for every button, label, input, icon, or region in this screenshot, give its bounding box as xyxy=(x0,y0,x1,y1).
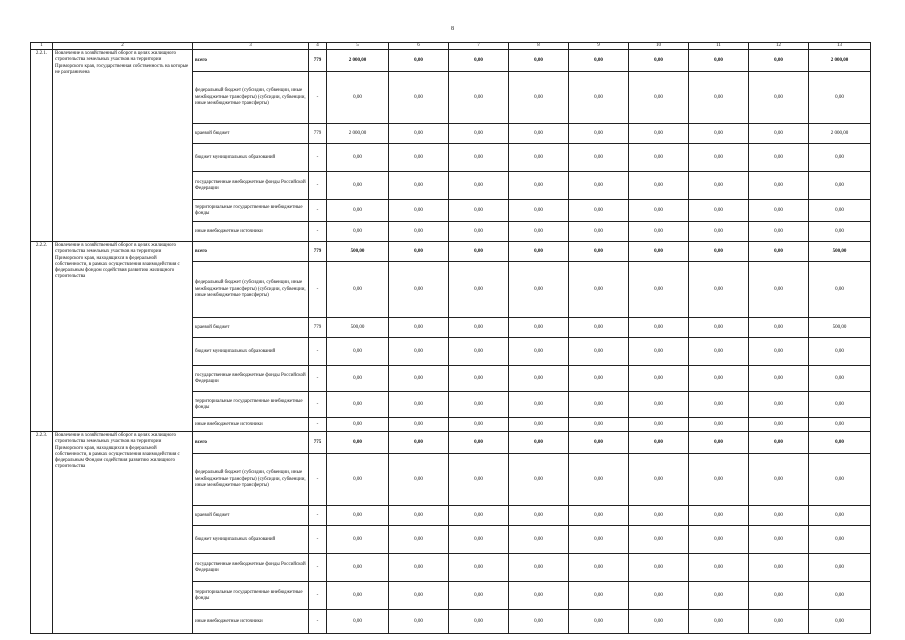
amount-cell: 0,00 xyxy=(689,200,749,222)
amount-cell: 0,00 xyxy=(389,610,449,634)
budget-code: - xyxy=(309,506,327,526)
amount-cell: 0,00 xyxy=(689,262,749,318)
amount-cell: 0,00 xyxy=(569,338,629,366)
header-cell: 1 xyxy=(31,43,53,50)
amount-cell: 0,00 xyxy=(809,338,871,366)
amount-cell: 0,00 xyxy=(389,124,449,144)
funding-source: территориальные государственные внебюджетные фонды xyxy=(193,582,309,610)
funding-source: территориальные государственные внебюджетные фонды xyxy=(193,392,309,418)
amount-cell: 0,00 xyxy=(809,418,871,432)
amount-cell: 0,00 xyxy=(509,222,569,242)
amount-cell: 0,00 xyxy=(629,222,689,242)
amount-cell: 0,00 xyxy=(389,144,449,172)
amount-cell: 0,00 xyxy=(809,366,871,392)
amount-cell: 0,00 xyxy=(749,554,809,582)
amount-cell: 0,00 xyxy=(809,144,871,172)
amount-cell: 0,00 xyxy=(389,506,449,526)
amount-cell: 0,00 xyxy=(509,50,569,72)
amount-cell: 0,00 xyxy=(569,50,629,72)
header-cell: 3 xyxy=(193,43,309,50)
budget-code: - xyxy=(309,338,327,366)
amount-cell: 0,00 xyxy=(449,454,509,506)
amount-cell: 0,00 xyxy=(509,454,569,506)
amount-cell: 0,00 xyxy=(749,262,809,318)
funding-source: всего xyxy=(193,242,309,262)
amount-cell: 0,00 xyxy=(569,144,629,172)
amount-cell: 0,00 xyxy=(569,318,629,338)
amount-cell: 0,00 xyxy=(689,50,749,72)
amount-cell: 0,00 xyxy=(749,318,809,338)
amount-cell: 0,00 xyxy=(809,172,871,200)
amount-cell: 0,00 xyxy=(389,526,449,554)
amount-cell: 0,00 xyxy=(629,338,689,366)
budget-code: 779 xyxy=(309,124,327,144)
funding-source: иные внебюджетные источники xyxy=(193,610,309,634)
funding-source: бюджет муниципальных образований xyxy=(193,338,309,366)
amount-cell: 0,00 xyxy=(449,200,509,222)
amount-cell: 0,00 xyxy=(689,526,749,554)
amount-cell: 0,00 xyxy=(809,526,871,554)
item-number: 2.2.1. xyxy=(31,50,53,242)
amount-cell: 0,00 xyxy=(449,610,509,634)
amount-cell: 0,00 xyxy=(389,200,449,222)
amount-cell: 0,00 xyxy=(749,242,809,262)
table-body xyxy=(31,50,871,634)
funding-source: краевой бюджет xyxy=(193,506,309,526)
item-name: Вовлечение в хозяйственный оборот в целях жилищного строительства земельных участков на территории Приморского края, находящихся в федеральной собственности, в рамках осуществления взаимодействия с федеральным фондом содействия развитию жилищного строительства xyxy=(53,242,193,432)
amount-cell: 0,00 xyxy=(689,338,749,366)
item-name: Вовлечение в хозяйственный оборот в целях жилищного строительства земельных участков на территории Приморского края, находящихся в федеральной собственности, в рамках осуществления взаимодействия с федеральным Фондом содействия развитию жилищного строительства xyxy=(53,432,193,634)
amount-cell: 0,00 xyxy=(689,610,749,634)
amount-cell: 0,00 xyxy=(569,392,629,418)
funding-source: государственные внебюджетные фонды Российской Федерации xyxy=(193,554,309,582)
budget-code: - xyxy=(309,392,327,418)
amount-cell: 0,00 xyxy=(449,506,509,526)
amount-cell: 0,00 xyxy=(327,526,389,554)
header-cell: 10 xyxy=(629,43,689,50)
amount-cell: 0,00 xyxy=(327,418,389,432)
budget-code: - xyxy=(309,144,327,172)
amount-cell: 0,00 xyxy=(327,432,389,454)
amount-cell: 0,00 xyxy=(509,144,569,172)
page-number: 8 xyxy=(451,26,454,32)
amount-cell: 0,00 xyxy=(629,582,689,610)
budget-code: - xyxy=(309,72,327,124)
amount-cell: 0,00 xyxy=(749,50,809,72)
amount-cell: 0,00 xyxy=(809,392,871,418)
amount-cell: 0,00 xyxy=(389,262,449,318)
amount-cell: 0,00 xyxy=(689,418,749,432)
amount-cell: 0,00 xyxy=(449,124,509,144)
budget-code: - xyxy=(309,554,327,582)
funding-source: бюджет муниципальных образований xyxy=(193,526,309,554)
amount-cell: 0,00 xyxy=(749,338,809,366)
amount-cell: 0,00 xyxy=(749,610,809,634)
funding-source: иные внебюджетные источники xyxy=(193,418,309,432)
amount-cell: 0,00 xyxy=(509,432,569,454)
funding-source: всего xyxy=(193,432,309,454)
amount-cell: 0,00 xyxy=(389,418,449,432)
header-cell: 9 xyxy=(569,43,629,50)
amount-cell: 500,00 xyxy=(809,318,871,338)
amount-cell: 0,00 xyxy=(749,582,809,610)
budget-code: 779 xyxy=(309,318,327,338)
amount-cell: 0,00 xyxy=(629,318,689,338)
amount-cell: 0,00 xyxy=(569,200,629,222)
amount-cell: 0,00 xyxy=(327,222,389,242)
amount-cell: 0,00 xyxy=(629,610,689,634)
amount-cell: 0,00 xyxy=(509,262,569,318)
amount-cell: 0,00 xyxy=(749,392,809,418)
header-cell: 5 xyxy=(327,43,389,50)
amount-cell: 0,00 xyxy=(629,200,689,222)
amount-cell: 0,00 xyxy=(449,418,509,432)
amount-cell: 0,00 xyxy=(389,242,449,262)
amount-cell: 500,00 xyxy=(809,242,871,262)
amount-cell: 0,00 xyxy=(449,582,509,610)
amount-cell: 0,00 xyxy=(569,242,629,262)
amount-cell: 0,00 xyxy=(809,506,871,526)
amount-cell: 0,00 xyxy=(327,144,389,172)
amount-cell: 0,00 xyxy=(569,262,629,318)
amount-cell: 0,00 xyxy=(809,200,871,222)
amount-cell: 0,00 xyxy=(509,242,569,262)
amount-cell: 0,00 xyxy=(509,582,569,610)
budget-code: - xyxy=(309,262,327,318)
amount-cell: 0,00 xyxy=(749,432,809,454)
amount-cell: 0,00 xyxy=(629,144,689,172)
amount-cell: 0,00 xyxy=(629,526,689,554)
amount-cell: 0,00 xyxy=(509,554,569,582)
amount-cell: 0,00 xyxy=(629,418,689,432)
amount-cell: 0,00 xyxy=(327,454,389,506)
amount-cell: 0,00 xyxy=(629,50,689,72)
amount-cell: 0,00 xyxy=(689,144,749,172)
amount-cell: 0,00 xyxy=(449,366,509,392)
funding-source: федеральный бюджет (субсидии, субвенции, иные межбюджетные трансферты) (субсидии, субвенции, иные межбюджетные трансферты) xyxy=(193,72,309,124)
amount-cell: 0,00 xyxy=(449,222,509,242)
funding-source: государственные внебюджетные фонды Российской Федерации xyxy=(193,366,309,392)
amount-cell: 0,00 xyxy=(749,124,809,144)
amount-cell: 0,00 xyxy=(509,172,569,200)
amount-cell: 0,00 xyxy=(569,124,629,144)
amount-cell: 0,00 xyxy=(569,554,629,582)
amount-cell: 0,00 xyxy=(327,172,389,200)
budget-code: 779 xyxy=(309,50,327,72)
amount-cell: 0,00 xyxy=(749,222,809,242)
amount-cell: 0,00 xyxy=(629,72,689,124)
amount-cell: 0,00 xyxy=(389,338,449,366)
budget-code: - xyxy=(309,582,327,610)
amount-cell: 2 000,00 xyxy=(809,124,871,144)
header-cell: 11 xyxy=(689,43,749,50)
amount-cell: 0,00 xyxy=(689,242,749,262)
funding-source: краевой бюджет xyxy=(193,124,309,144)
funding-source: федеральный бюджет (субсидии, субвенции, иные межбюджетные трансферты) (субсидии, субвенции, иные межбюджетные трансферты) xyxy=(193,454,309,506)
amount-cell: 0,00 xyxy=(509,72,569,124)
budget-code: - xyxy=(309,454,327,506)
amount-cell: 0,00 xyxy=(629,366,689,392)
amount-cell: 0,00 xyxy=(327,554,389,582)
amount-cell: 0,00 xyxy=(629,554,689,582)
amount-cell: 0,00 xyxy=(569,172,629,200)
amount-cell: 0,00 xyxy=(689,124,749,144)
amount-cell: 0,00 xyxy=(449,172,509,200)
amount-cell: 0,00 xyxy=(629,506,689,526)
funding-source: краевой бюджет xyxy=(193,318,309,338)
amount-cell: 0,00 xyxy=(389,454,449,506)
amount-cell: 0,00 xyxy=(689,454,749,506)
budget-code: - xyxy=(309,366,327,392)
amount-cell: 0,00 xyxy=(629,432,689,454)
amount-cell: 0,00 xyxy=(569,454,629,506)
amount-cell: 0,00 xyxy=(327,338,389,366)
amount-cell: 0,00 xyxy=(689,366,749,392)
budget-code: 779 xyxy=(309,242,327,262)
amount-cell: 0,00 xyxy=(689,172,749,200)
budget-code: - xyxy=(309,222,327,242)
amount-cell: 0,00 xyxy=(749,72,809,124)
amount-cell: 0,00 xyxy=(449,242,509,262)
amount-cell: 0,00 xyxy=(389,366,449,392)
amount-cell: 0,00 xyxy=(689,222,749,242)
amount-cell: 0,00 xyxy=(509,318,569,338)
amount-cell: 0,00 xyxy=(449,554,509,582)
amount-cell: 0,00 xyxy=(569,72,629,124)
header-cell: 13 xyxy=(809,43,871,50)
amount-cell: 0,00 xyxy=(509,200,569,222)
budget-code: - xyxy=(309,610,327,634)
amount-cell: 0,00 xyxy=(689,392,749,418)
amount-cell: 0,00 xyxy=(389,554,449,582)
amount-cell: 0,00 xyxy=(327,200,389,222)
funding-source: федеральный бюджет (субсидии, субвенции, иные межбюджетные трансферты) (субсидии, субвенции, иные межбюджетные трансферты) xyxy=(193,262,309,318)
budget-code: - xyxy=(309,526,327,554)
amount-cell: 0,00 xyxy=(629,392,689,418)
amount-cell: 0,00 xyxy=(809,582,871,610)
amount-cell: 0,00 xyxy=(509,610,569,634)
amount-cell: 0,00 xyxy=(327,392,389,418)
amount-cell: 0,00 xyxy=(449,262,509,318)
amount-cell: 0,00 xyxy=(629,454,689,506)
amount-cell: 0,00 xyxy=(569,582,629,610)
amount-cell: 0,00 xyxy=(689,582,749,610)
amount-cell: 0,00 xyxy=(569,418,629,432)
amount-cell: 0,00 xyxy=(689,432,749,454)
header-cell: 6 xyxy=(389,43,449,50)
amount-cell: 0,00 xyxy=(449,526,509,554)
amount-cell: 0,00 xyxy=(689,318,749,338)
amount-cell: 0,00 xyxy=(449,50,509,72)
amount-cell: 0,00 xyxy=(509,506,569,526)
amount-cell: 0,00 xyxy=(509,124,569,144)
amount-cell: 0,00 xyxy=(389,172,449,200)
amount-cell: 0,00 xyxy=(629,242,689,262)
amount-cell: 0,00 xyxy=(569,506,629,526)
amount-cell: 0,00 xyxy=(629,172,689,200)
funding-source: всего xyxy=(193,50,309,72)
amount-cell: 0,00 xyxy=(749,526,809,554)
table-row xyxy=(31,50,871,72)
amount-cell: 0,00 xyxy=(389,72,449,124)
amount-cell: 0,00 xyxy=(749,454,809,506)
header-row xyxy=(31,43,871,50)
budget-code: - xyxy=(309,418,327,432)
amount-cell: 0,00 xyxy=(809,454,871,506)
amount-cell: 0,00 xyxy=(689,72,749,124)
header-cell: 12 xyxy=(749,43,809,50)
amount-cell: 0,00 xyxy=(569,222,629,242)
amount-cell: 500,00 xyxy=(327,242,389,262)
amount-cell: 0,00 xyxy=(449,72,509,124)
budget-code: 775 xyxy=(309,432,327,454)
amount-cell: 2 000,00 xyxy=(327,50,389,72)
amount-cell: 0,00 xyxy=(327,366,389,392)
amount-cell: 0,00 xyxy=(327,72,389,124)
item-number: 2.2.3. xyxy=(31,432,53,634)
budget-table xyxy=(30,42,871,634)
amount-cell: 500,00 xyxy=(327,318,389,338)
amount-cell: 0,00 xyxy=(509,392,569,418)
amount-cell: 0,00 xyxy=(749,144,809,172)
amount-cell: 0,00 xyxy=(569,526,629,554)
amount-cell: 0,00 xyxy=(569,610,629,634)
funding-source: бюджет муниципальных образований xyxy=(193,144,309,172)
budget-code: - xyxy=(309,172,327,200)
budget-code: - xyxy=(309,200,327,222)
amount-cell: 0,00 xyxy=(509,366,569,392)
amount-cell: 0,00 xyxy=(449,338,509,366)
amount-cell: 2 000,00 xyxy=(809,50,871,72)
funding-source: государственные внебюджетные фонды Российской Федерации xyxy=(193,172,309,200)
amount-cell: 0,00 xyxy=(749,200,809,222)
table-row xyxy=(31,242,871,262)
amount-cell: 0,00 xyxy=(449,432,509,454)
funding-source: территориальные государственные внебюджетные фонды xyxy=(193,200,309,222)
amount-cell: 0,00 xyxy=(689,554,749,582)
item-number: 2.2.2. xyxy=(31,242,53,432)
item-name: Вовлечение в хозяйственный оборот в целях жилищного строительства земельных участков на территории Приморского края, государственная собственность на которые не разграничена xyxy=(53,50,193,242)
amount-cell: 0,00 xyxy=(327,262,389,318)
amount-cell: 0,00 xyxy=(809,262,871,318)
amount-cell: 0,00 xyxy=(449,144,509,172)
amount-cell: 0,00 xyxy=(809,610,871,634)
header-cell: 7 xyxy=(449,43,509,50)
amount-cell: 0,00 xyxy=(749,506,809,526)
amount-cell: 0,00 xyxy=(509,338,569,366)
amount-cell: 0,00 xyxy=(389,50,449,72)
header-cell: 2 xyxy=(53,43,193,50)
header-cell: 8 xyxy=(509,43,569,50)
amount-cell: 0,00 xyxy=(809,222,871,242)
amount-cell: 0,00 xyxy=(629,262,689,318)
amount-cell: 0,00 xyxy=(327,506,389,526)
amount-cell: 0,00 xyxy=(809,72,871,124)
amount-cell: 0,00 xyxy=(327,582,389,610)
amount-cell: 0,00 xyxy=(389,432,449,454)
amount-cell: 0,00 xyxy=(569,366,629,392)
amount-cell: 0,00 xyxy=(809,432,871,454)
header-cell: 4 xyxy=(309,43,327,50)
amount-cell: 0,00 xyxy=(689,506,749,526)
amount-cell: 0,00 xyxy=(389,222,449,242)
amount-cell: 0,00 xyxy=(749,366,809,392)
amount-cell: 0,00 xyxy=(809,554,871,582)
amount-cell: 0,00 xyxy=(749,172,809,200)
funding-source: иные внебюджетные источники xyxy=(193,222,309,242)
amount-cell: 0,00 xyxy=(449,318,509,338)
amount-cell: 0,00 xyxy=(509,418,569,432)
amount-cell: 0,00 xyxy=(389,392,449,418)
amount-cell: 2 000,00 xyxy=(327,124,389,144)
amount-cell: 0,00 xyxy=(569,432,629,454)
amount-cell: 0,00 xyxy=(749,418,809,432)
amount-cell: 0,00 xyxy=(389,318,449,338)
amount-cell: 0,00 xyxy=(449,392,509,418)
amount-cell: 0,00 xyxy=(389,582,449,610)
amount-cell: 0,00 xyxy=(629,124,689,144)
amount-cell: 0,00 xyxy=(509,526,569,554)
table-row xyxy=(31,432,871,454)
amount-cell: 0,00 xyxy=(327,610,389,634)
